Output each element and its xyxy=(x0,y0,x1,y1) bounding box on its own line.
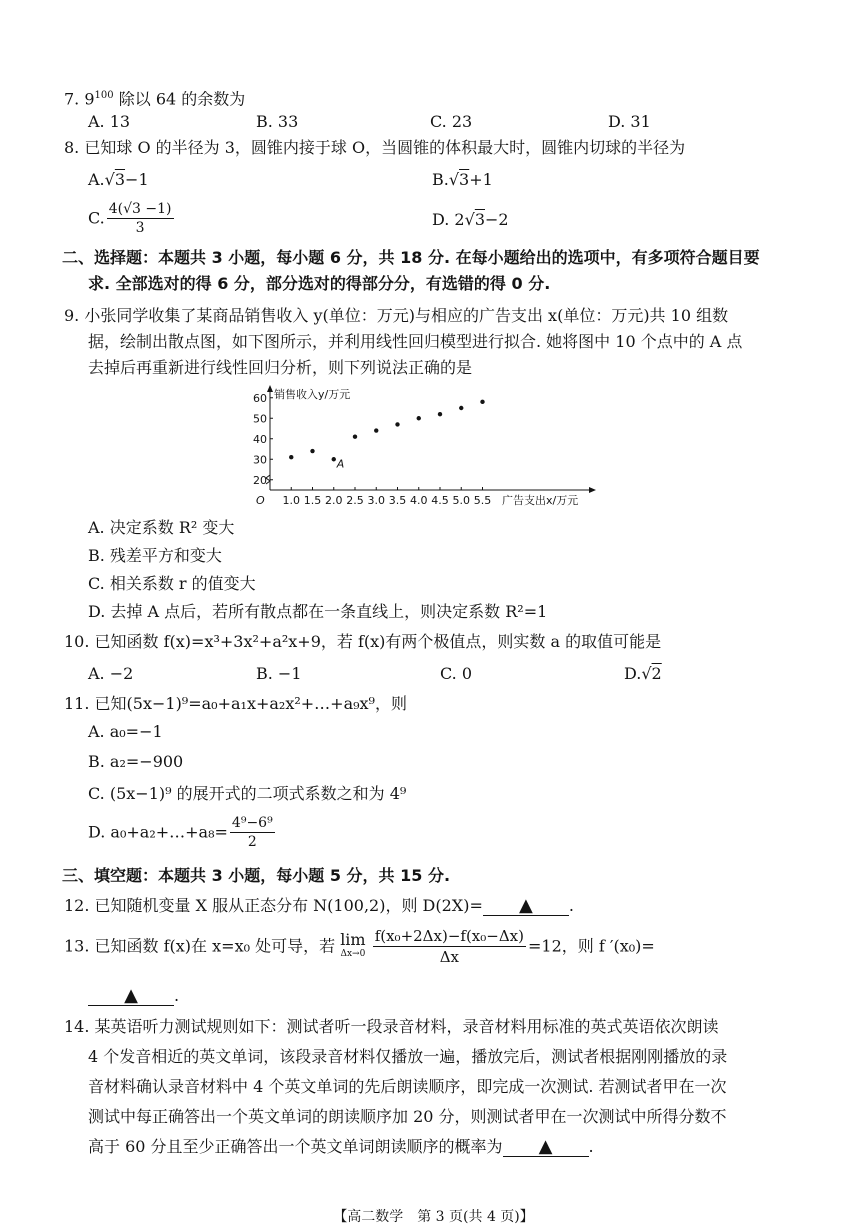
q11-option-b: B. a₂=−900 xyxy=(88,752,184,771)
q9-stem-line2: 据，绘制出散点图，如下图所示，并利用线性回归模型进行拟合. 她将图中 10 个点中的 A 点 xyxy=(88,332,743,351)
q11-option-a: A. a₀=−1 xyxy=(88,722,163,741)
q13-answer-line: ▲ . xyxy=(88,986,179,1006)
triangle-icon: ▲ xyxy=(518,895,533,916)
scatter-chart xyxy=(248,382,608,512)
scatter-point xyxy=(395,422,399,426)
scatter-point xyxy=(480,400,484,404)
q14-line2: 4 个发音相近的英文单词，该段录音材料仅播放一遍，播放完后，测试者根据刚刚播放的录 xyxy=(88,1047,728,1066)
x-tick-label: 4.0 xyxy=(410,494,428,507)
q9-option-d: D. 去掉 A 点后，若所有散点都在一条直线上，则决定系数 R²=1 xyxy=(88,602,548,621)
q7-option-c: C. 23 xyxy=(430,112,473,131)
q8-stem: 8. 已知球 O 的半径为 3，圆锥内接于球 O，当圆锥的体积最大时，圆锥内切球的半径为 xyxy=(64,138,686,157)
q12-stem: 12. 已知随机变量 X 服从正态分布 N(100,2)，则 D(2X)= ▲ . xyxy=(64,895,574,916)
page-footer: 【高二数学 第 3 页(共 4 页)】 xyxy=(333,1209,534,1225)
q14-answer-blank[interactable] xyxy=(503,1138,589,1157)
q8-option-c: C. $\frac{4(√3 -1)}{3}$ xyxy=(88,201,172,236)
y-tick-label: 40 xyxy=(253,432,267,446)
y-tick-label: 20 xyxy=(253,473,267,487)
x-tick-label: 4.5 xyxy=(431,494,449,507)
x-axis-arrow xyxy=(589,487,596,493)
q10-option-a: A. −2 xyxy=(88,664,134,683)
q13-stem: 13. 已知函数 f(x)在 x=x₀ 处可导，若 lim Δx→0 $\frac{\text{f(x₀+2Δx)−f(x₀−Δx)}}{\Delta x}$ =12，则 f ′(x₀)= xyxy=(64,927,655,966)
q11-option-c: C. (5x−1)⁹ 的展开式的二项式系数之和为 4⁹ xyxy=(88,784,407,803)
triangle-icon: ▲ xyxy=(538,1136,553,1157)
scatter-point xyxy=(310,449,314,453)
q10-option-c: C. 0 xyxy=(440,664,473,683)
q14-line4: 测试中每正确答出一个英文单词的朗读顺序加 20 分，则测试者甲在一次测试中所得分数不 xyxy=(88,1107,727,1126)
section3-header: 三、填空题：本题共 3 小题，每小题 5 分，共 15 分. xyxy=(62,866,451,885)
q9-stem-line3: 去掉后再重新进行线性回归分析，则下列说法正确的是 xyxy=(88,358,473,377)
q7-text: 除以 64 的余数为 xyxy=(113,89,246,109)
q7-option-d: D. 31 xyxy=(608,112,651,131)
section2-header-line1: 二、选择题：本题共 3 小题，每小题 6 分，共 18 分. 在每小题给出的选项中，有多项符合题目要 xyxy=(62,248,760,267)
q7-stem xyxy=(64,86,245,109)
q8-option-d: D. 2√3−2 xyxy=(432,210,509,229)
q7-number: 7. xyxy=(64,89,80,109)
y-axis-arrow xyxy=(267,385,273,392)
point-label: A xyxy=(336,457,345,471)
triangle-icon: ▲ xyxy=(124,985,138,1006)
q13-fraction: $\frac{\text{f(x₀+2Δx)−f(x₀−Δx)}}{\Delta x}$ xyxy=(374,927,524,966)
scatter-point xyxy=(332,457,336,461)
q7-option-a: A. 13 xyxy=(88,112,131,131)
y-axis-label: 销售收入y/万元 xyxy=(274,388,351,401)
q12-answer-blank[interactable] xyxy=(483,897,569,916)
x-tick-label: 1.0 xyxy=(282,494,300,507)
origin-label: O xyxy=(256,494,265,507)
y-tick-label: 30 xyxy=(253,453,267,467)
q9-stem-line1: 9. 小张同学收集了某商品销售收入 y(单位：万元)与相应的广告支出 x(单位：万元)共 10 组数 xyxy=(64,306,729,325)
q9-option-a: A. 决定系数 R² 变大 xyxy=(88,518,235,537)
x-tick-label: 3.0 xyxy=(367,494,385,507)
scatter-point xyxy=(459,406,463,410)
q9-option-b: B. 残差平方和变大 xyxy=(88,546,222,565)
q14-line5: 高于 60 分且至少正确答出一个英文单词朗读顺序的概率为 ▲ . xyxy=(88,1136,594,1157)
q7-exponent: 100 xyxy=(94,90,114,101)
section2-header-line2: 求. 全部选对的得 6 分，部分选对的得部分分，有选错的得 0 分. xyxy=(88,274,551,293)
q14-line1: 14. 某英语听力测试规则如下：测试者听一段录音材料，录音材料用标准的英式英语依次朗读 xyxy=(64,1017,719,1036)
scatter-point xyxy=(289,455,293,459)
q7-base: 9 xyxy=(84,89,95,109)
scatter-point xyxy=(353,435,357,439)
x-tick-label: 5.0 xyxy=(452,494,470,507)
q10-stem: 10. 已知函数 f(x)=x³+3x²+a²x+9，若 f(x)有两个极值点，则实数 a 的取值可能是 xyxy=(64,632,662,651)
x-tick-label: 2.5 xyxy=(346,494,364,507)
q8-c-fraction: $\frac{4(√3 -1)}{3}$ xyxy=(108,201,172,236)
y-tick-label: 50 xyxy=(253,412,267,426)
scatter-point xyxy=(417,416,421,420)
q11-d-fraction: $\frac{\text{4⁹−6⁹}}{2}$ xyxy=(231,815,273,850)
scatter-point xyxy=(374,428,378,432)
q11-option-d: D. a₀+a₂+…+a₈= $\frac{\text{4⁹−6⁹}}{2}$ xyxy=(88,815,273,850)
q13-answer-blank[interactable] xyxy=(88,987,174,1006)
q11-stem: 11. 已知(5x−1)⁹=a₀+a₁x+a₂x²+…+a₉x⁹，则 xyxy=(64,694,407,713)
q8-option-b: B.√3+1 xyxy=(432,170,493,189)
scatter-point xyxy=(438,412,442,416)
x-tick-label: 3.5 xyxy=(388,494,407,507)
q14-line3: 音材料确认录音材料中 4 个英文单词的先后朗读顺序，即完成一次测试. 若测试者甲在一次 xyxy=(88,1077,727,1096)
q7-option-b: B. 33 xyxy=(256,112,299,131)
q10-option-b: B. −1 xyxy=(256,664,302,683)
x-tick-label: 2.0 xyxy=(325,494,343,507)
y-tick-label: 60 xyxy=(253,391,267,405)
x-tick-label: 1.5 xyxy=(303,494,322,507)
q9-option-c: C. 相关系数 r 的值变大 xyxy=(88,574,256,593)
q13-limit: lim Δx→0 xyxy=(340,929,366,959)
q10-option-d: D.√2 xyxy=(624,664,662,683)
x-tick-label: 5.5 xyxy=(473,494,492,507)
q8-option-a: A.√3−1 xyxy=(88,170,149,189)
x-axis-label: 广告支出x/万元 xyxy=(502,494,579,507)
